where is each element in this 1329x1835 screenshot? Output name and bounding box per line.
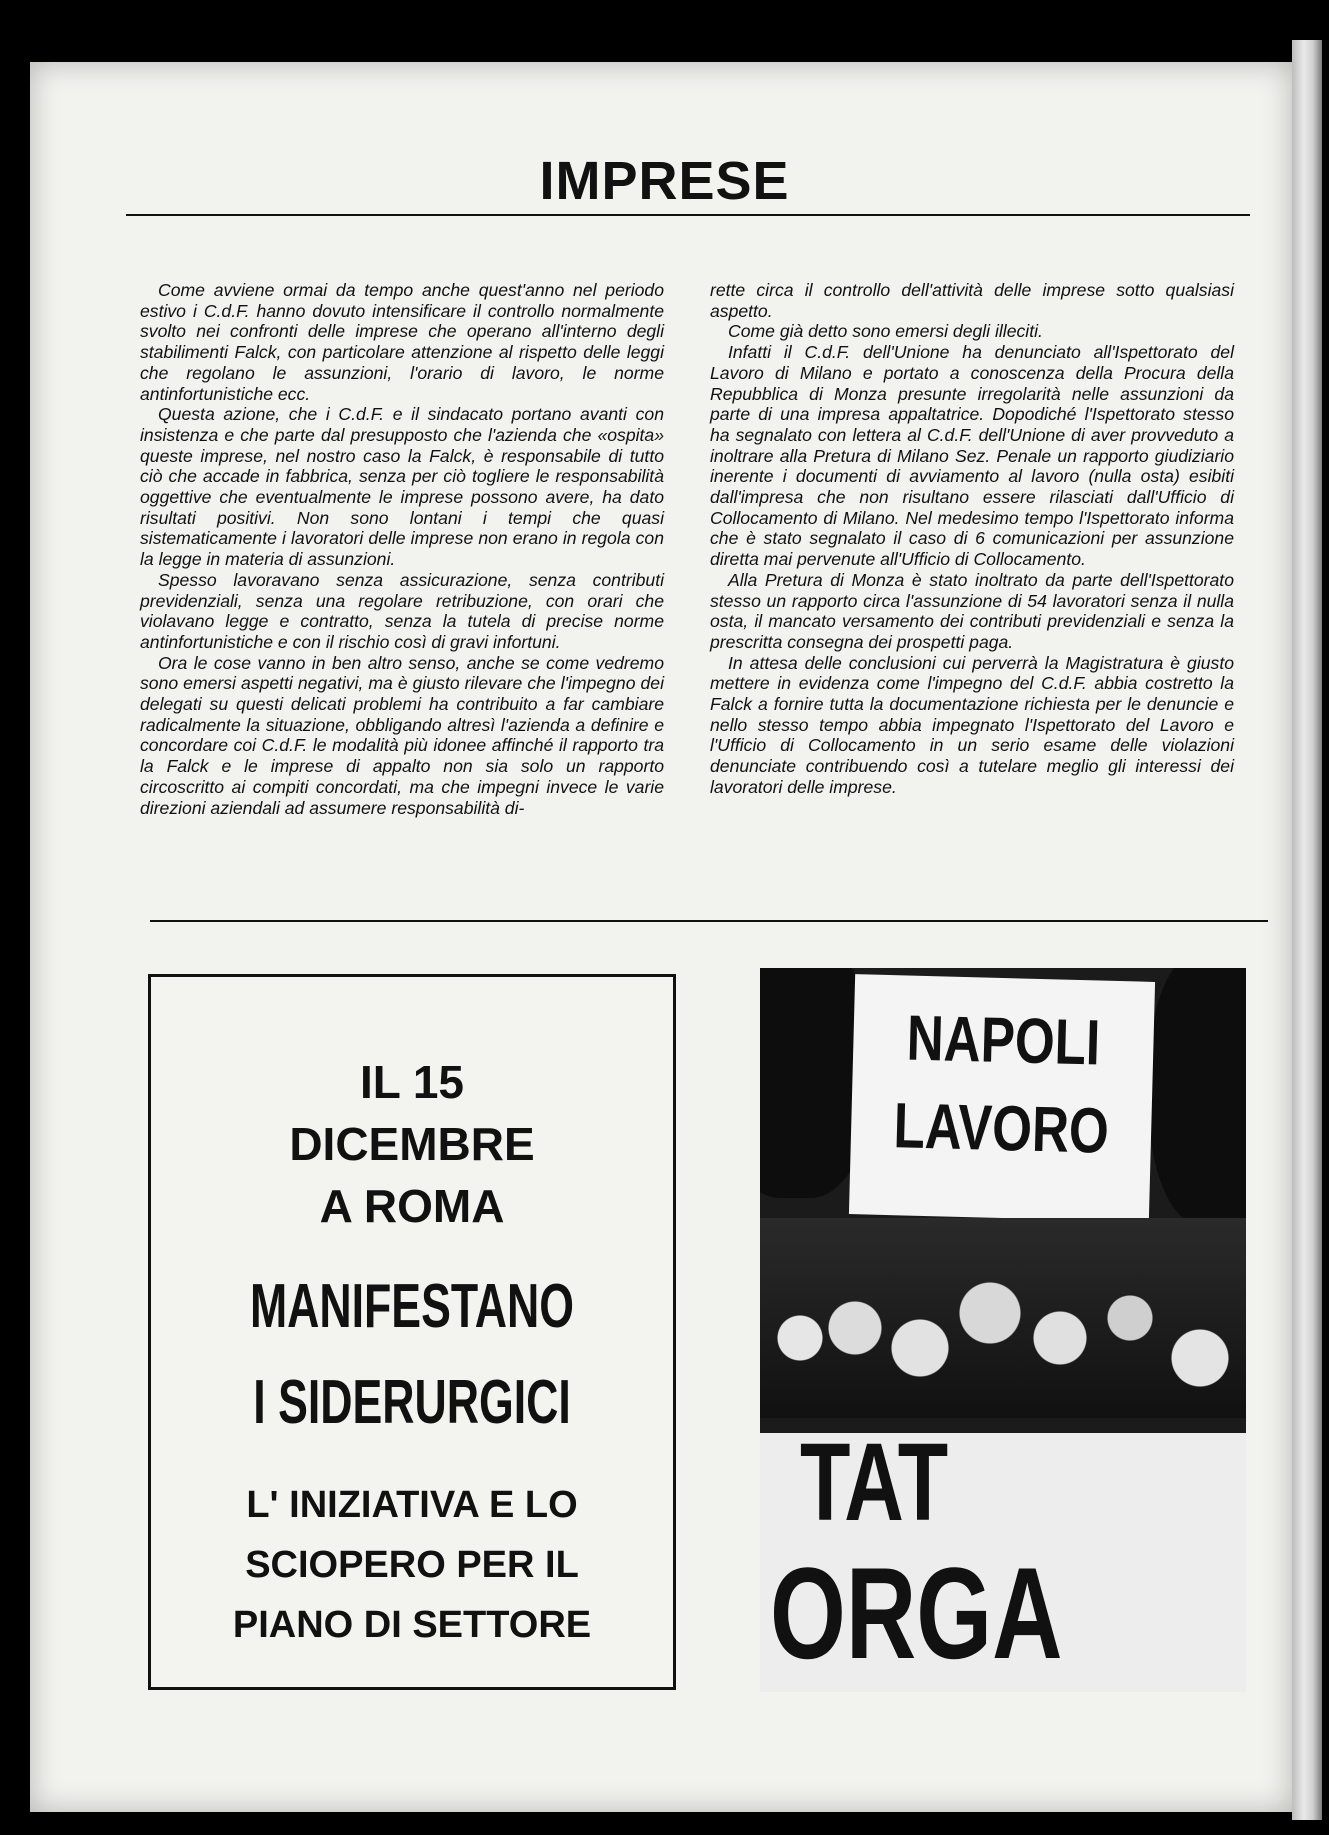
banner-text-line: LAVORO	[892, 1089, 1110, 1167]
article-paragraph: Spesso lavoravano senza assicurazione, senza contributi previdenziali, senza una regolare retribuzione, con orari che violavano legge e contratto, senza la tutela di precise norme antinfortunistiche e con il rischio così di gravi infortuni.	[140, 569, 664, 652]
article-paragraph: Questa azione, che i C.d.F. e il sindacato portano avanti con insistenza e che parte dal presupposto che l'azienda che «ospita» queste imprese, nel nostro caso la Falck, è responsabile di tutto ciò che accade in fabbrica, senza per ciò togliere le responsabilità oggettive che eventualmente le imprese possono avere, ha dato risultati positivi. Non sono lontani i tempi che quasi sistematicamente i lavoratori delle imprese non erano in regola con la legge in materia di assunzioni.	[140, 404, 664, 570]
article-paragraph: rette circa il controllo dell'attività delle imprese sotto qualsiasi aspetto.	[710, 280, 1234, 321]
announcement-headline: I SIDERURGICI	[253, 1368, 571, 1437]
announcement-date-line: DICEMBRE	[289, 1118, 535, 1170]
tree-foliage	[1150, 968, 1246, 1228]
announcement-subline: PIANO DI SETTORE	[232, 1604, 592, 1646]
protest-photo	[760, 968, 1246, 1692]
article-paragraph: In attesa delle conclusioni cui perverrà la Magistratura è giusto mettere in evidenza come l'impegno del C.d.F. abbia costretto la Falck a fornire tutta la documentazione richiesta per le denuncie e nello stesso tempo abbia impegnato l'Ispettorato del Lavoro e l'Ufficio di Collocamento in un serio esame delle violazioni denunciate contribuendo così a tutelare meglio gli interessi dei lavoratori delle imprese.	[710, 652, 1234, 797]
article-paragraph: Come avviene ormai da tempo anche quest'anno nel periodo estivo i C.d.F. hanno dovuto intensificare il controllo normalmente svolto nei confronti delle imprese che operano all'interno degli stabilimenti Falck, con particolare attenzione al rispetto delle leggi che regolano le assunzioni, l'orario di lavoro, le norme antinfortunistiche ecc.	[140, 280, 664, 404]
article-paragraph: Infatti il C.d.F. dell'Unione ha denunciato all'Ispettorato del Lavoro di Milano e portato a conoscenza della Procura della Repubblica di Monza presunte irregolarità nelle assunzioni da parte di una impresa appaltatrice. Dopodiché l'Ispettorato stesso ha segnalato con lettera al C.d.F. dell'Unione di aver provveduto a inoltrare alla Pretura di Milano Sez. Penale un rapporto giudiziario inerente i documenti di avviamento al lavoro (nulla osta) esibiti dall'impresa che non risultano essere rilasciati dall'Ufficio di Collocamento di Milano. Nel medesimo tempo l'Ispettorato informa che è stato segnalato il caso di 6 comunicazioni per assunzione diretta mai pervenute all'Ufficio di Collocamento.	[710, 342, 1234, 570]
lower-banner	[760, 1421, 1246, 1692]
announcement-box	[148, 974, 676, 1690]
announcement-subline: SCIOPERO PER IL	[245, 1544, 579, 1586]
protest-banner	[849, 974, 1155, 1222]
article-paragraph: Alla Pretura di Monza è stato inoltrato da parte dell'Ispettorato stesso un rapporto circa l'assunzione di 54 lavoratori senza il nulla osta, il mancato versamento dei contributi previdenziali e senza la prescritta consegna dei prospetti paga.	[710, 569, 1234, 652]
article-left-column	[140, 280, 664, 818]
lower-banner-text: ORGA	[770, 1540, 1063, 1686]
lower-banner-text: TAT	[800, 1421, 949, 1544]
announcement-date-line: IL 15	[360, 1056, 464, 1108]
page-edge	[1292, 40, 1322, 1820]
page-title: IMPRESE	[539, 151, 790, 211]
article-right-column	[710, 280, 1234, 798]
article-paragraph: Ora le cose vanno in ben altro senso, anche se come vedremo sono emersi aspetti negativi, ma è giusto rilevare che l'impegno dei delegati su questi delicati problemi ha contribuito a far cambiare radicalmente la situazione, obbligando altresì l'azienda a definire e concordare coi C.d.F. le modalità più idonee affinché il rapporto tra la Falck e le imprese di appalto non sia solo un rapporto circoscritto ai compiti concordati, ma che impegni invece le varie direzioni aziendali ad assumere responsabilità di-	[140, 652, 664, 818]
section-rule	[150, 920, 1268, 922]
title-rule	[126, 214, 1250, 216]
article-paragraph: Come già detto sono emersi degli illeciti.	[728, 321, 1043, 342]
announcement-subline: L' INIZIATIVA E LO	[246, 1484, 578, 1526]
crowd	[760, 1218, 1246, 1418]
announcement-headline: MANIFESTANO	[249, 1272, 575, 1341]
banner-text-line: NAPOLI	[905, 1001, 1102, 1079]
announcement-date-line: A ROMA	[319, 1180, 505, 1232]
